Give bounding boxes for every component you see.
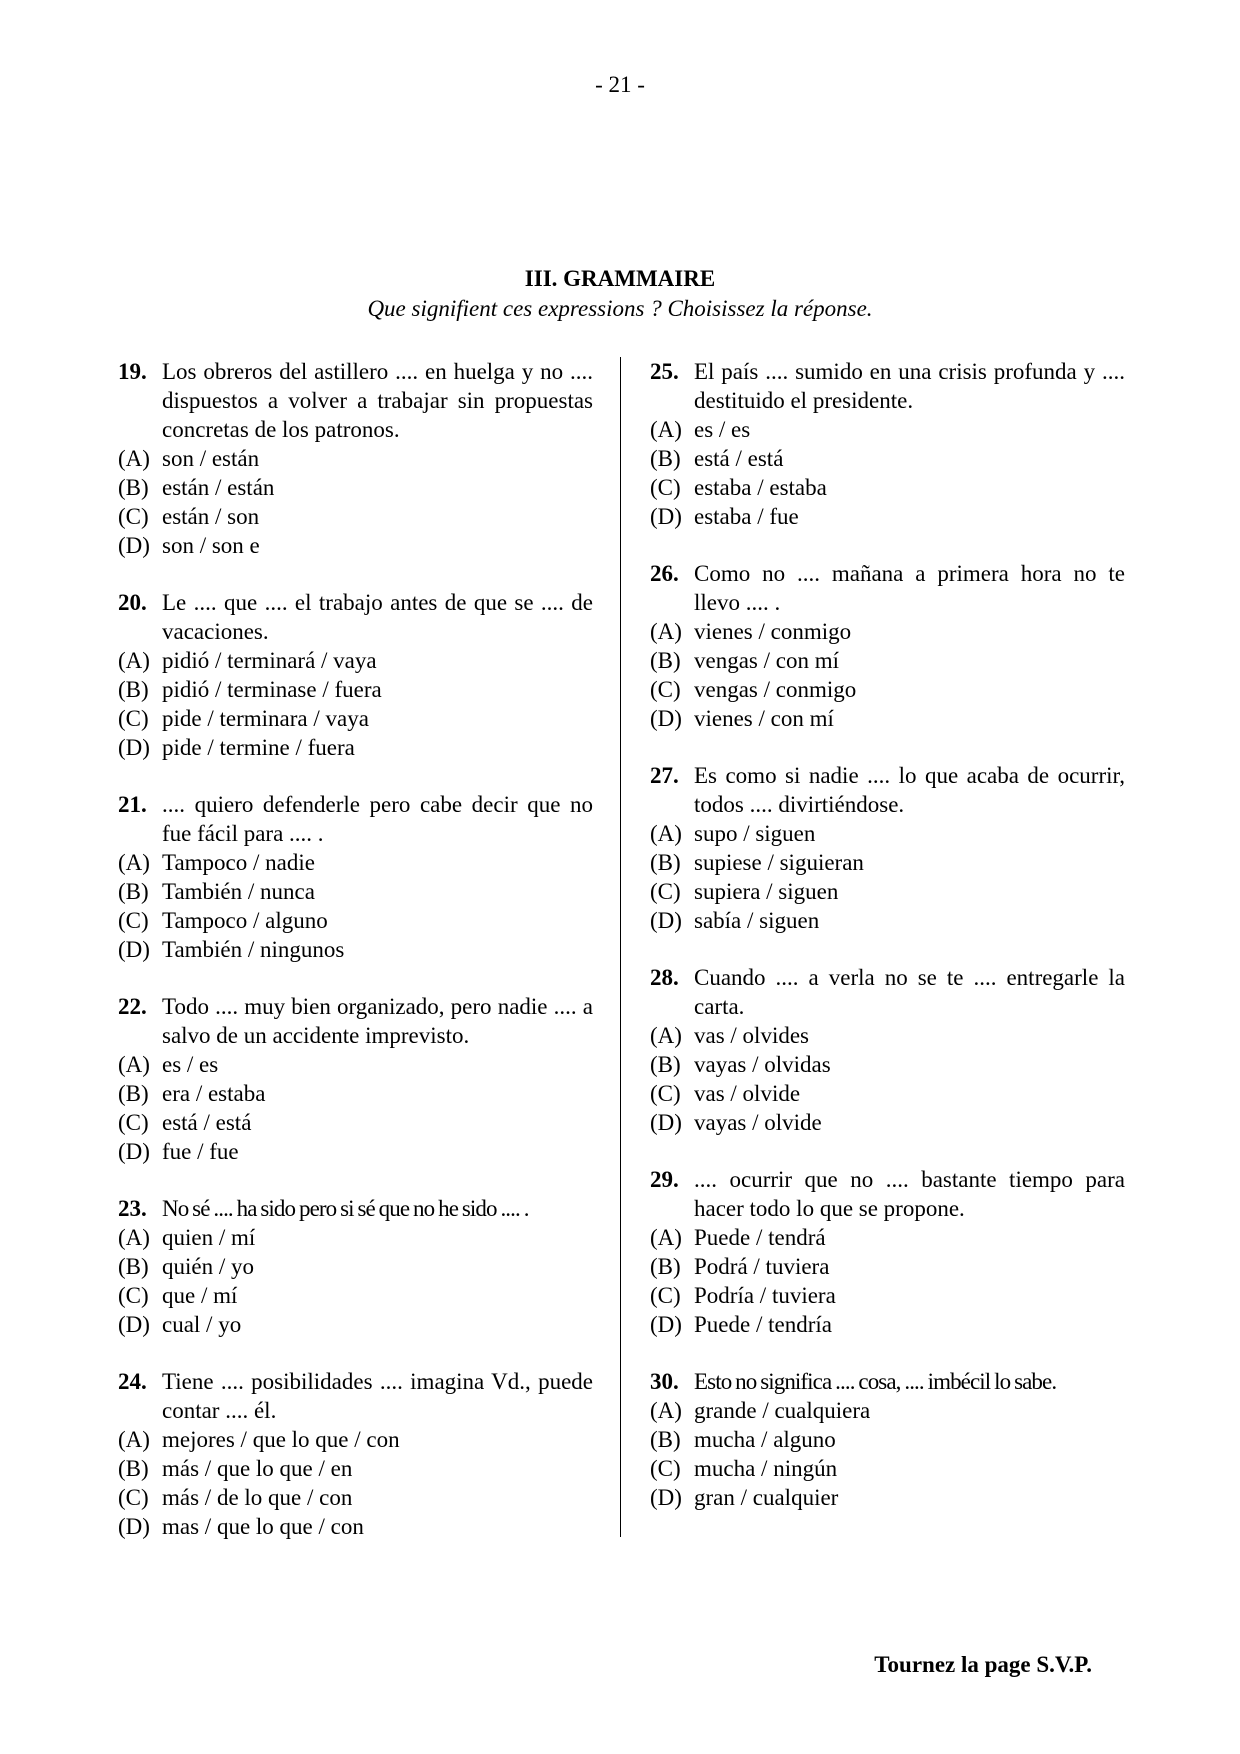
answer-option: [118, 646, 593, 675]
answer-option: [650, 1108, 1125, 1137]
question-stem: [118, 1194, 593, 1223]
option-text: mejores / que lo que / con: [162, 1427, 400, 1452]
answer-option: [650, 617, 1125, 646]
answer-option: [118, 906, 593, 935]
option-text: estaba / estaba: [694, 475, 827, 500]
question-25: [650, 357, 1125, 531]
answer-option: [650, 848, 1125, 877]
option-letter: (A): [650, 1225, 682, 1250]
question-number: 20.: [118, 590, 147, 615]
answer-option: [650, 704, 1125, 733]
option-letter: (B): [650, 1254, 681, 1279]
answer-option: [118, 848, 593, 877]
option-letter: (D): [650, 1312, 682, 1337]
option-letter: (A): [118, 648, 150, 673]
question-number: 26.: [650, 561, 679, 586]
option-text: quien / mí: [162, 1225, 256, 1250]
option-letter: (D): [118, 735, 150, 760]
answer-option: [118, 1454, 593, 1483]
question-stem: [118, 588, 593, 646]
section-title: III. GRAMMAIRE: [524, 266, 716, 291]
option-text: También / nunca: [162, 879, 315, 904]
option-text: vienes / con mí: [694, 706, 834, 731]
answer-option: [118, 935, 593, 964]
question-text: Los obreros del astillero .... en huelga y no .... dispuestos a volver a trabajar sin propuestas concretas de los patronos.: [162, 359, 593, 442]
answer-option: [650, 1396, 1125, 1425]
answer-option: [650, 1223, 1125, 1252]
option-letter: (C): [118, 1485, 149, 1510]
question-stem: [118, 1367, 593, 1425]
option-letter: (C): [650, 1081, 681, 1106]
answer-option: [650, 906, 1125, 935]
option-text: más / que lo que / en: [162, 1456, 353, 1481]
answer-option: [118, 1425, 593, 1454]
answer-option: [650, 502, 1125, 531]
question-text: .... ocurrir que no .... bastante tiempo para hacer todo lo que se propone.: [694, 1167, 1125, 1221]
option-letter: (B): [118, 475, 149, 500]
option-letter: (D): [118, 533, 150, 558]
column-divider: [620, 357, 621, 1537]
question-text: Le .... que .... el trabajo antes de que se .... de vacaciones.: [162, 590, 593, 644]
question-stem: [650, 1367, 1125, 1396]
question-text: Todo .... muy bien organizado, pero nadie .... a salvo de un accidente imprevisto.: [162, 994, 593, 1048]
option-letter: (C): [650, 677, 681, 702]
answer-option: [650, 1050, 1125, 1079]
option-letter: (A): [650, 619, 682, 644]
option-letter: (A): [118, 446, 150, 471]
option-text: que / mí: [162, 1283, 238, 1308]
question-text: El país .... sumido en una crisis profunda y .... destituido el presidente.: [694, 359, 1125, 413]
option-letter: (D): [118, 1514, 150, 1539]
right-column: [650, 357, 1125, 1540]
question-stem: [118, 790, 593, 848]
option-text: Podría / tuviera: [694, 1283, 836, 1308]
question-23: [118, 1194, 593, 1339]
question-29: [650, 1165, 1125, 1339]
option-letter: (D): [118, 1312, 150, 1337]
question-28: [650, 963, 1125, 1137]
answer-option: [118, 1050, 593, 1079]
option-text: vengas / con mí: [694, 648, 839, 673]
answer-option: [118, 531, 593, 560]
question-number: 23.: [118, 1196, 147, 1221]
question-number: 30.: [650, 1369, 679, 1394]
option-text: pidió / terminase / fuera: [162, 677, 382, 702]
question-22: [118, 992, 593, 1166]
option-letter: (A): [650, 821, 682, 846]
question-stem: [650, 1165, 1125, 1223]
option-text: pide / termine / fuera: [162, 735, 355, 760]
option-text: vayas / olvide: [694, 1110, 822, 1135]
question-stem: [650, 761, 1125, 819]
option-letter: (A): [650, 417, 682, 442]
option-text: son / están: [162, 446, 260, 471]
option-text: gran / cualquier: [694, 1485, 839, 1510]
option-letter: (B): [118, 1081, 149, 1106]
left-column: [118, 357, 593, 1569]
answer-option: [650, 819, 1125, 848]
option-letter: (D): [118, 937, 150, 962]
answer-option: [118, 1281, 593, 1310]
option-text: Tampoco / alguno: [162, 908, 328, 933]
answer-option: [118, 1223, 593, 1252]
section-instruction: Que signifient ces expressions ? Choisissez la réponse.: [367, 296, 873, 321]
question-text: Cuando .... a verla no se te .... entregarle la carta.: [694, 965, 1125, 1019]
option-letter: (B): [118, 677, 149, 702]
answer-option: [650, 1079, 1125, 1108]
answer-option: [118, 1137, 593, 1166]
question-text: .... quiero defenderle pero cabe decir que no fue fácil para .... .: [162, 792, 593, 846]
answer-option: [650, 1021, 1125, 1050]
option-text: Tampoco / nadie: [162, 850, 315, 875]
option-letter: (B): [118, 1456, 149, 1481]
option-text: vas / olvide: [694, 1081, 801, 1106]
question-number: 25.: [650, 359, 679, 384]
answer-option: [650, 415, 1125, 444]
option-text: vienes / conmigo: [694, 619, 852, 644]
answer-option: [650, 1281, 1125, 1310]
option-text: pide / terminara / vaya: [162, 706, 369, 731]
option-letter: (D): [650, 1110, 682, 1135]
answer-option: [118, 675, 593, 704]
answer-option: [118, 733, 593, 762]
question-number: 29.: [650, 1167, 679, 1192]
page-number: - 21 -: [595, 72, 645, 97]
option-letter: (A): [650, 1398, 682, 1423]
question-text: Como no .... mañana a primera hora no te llevo .... .: [694, 561, 1125, 615]
option-text: sabía / siguen: [694, 908, 820, 933]
question-stem: [118, 992, 593, 1050]
question-21: [118, 790, 593, 964]
answer-option: [650, 1483, 1125, 1512]
option-text: están / están: [162, 475, 275, 500]
option-letter: (D): [118, 1139, 150, 1164]
option-letter: (D): [650, 504, 682, 529]
question-stem: [650, 357, 1125, 415]
option-text: son / son e: [162, 533, 260, 558]
option-letter: (B): [118, 879, 149, 904]
option-text: grande / cualquiera: [694, 1398, 871, 1423]
option-letter: (A): [118, 1052, 150, 1077]
answer-option: [118, 473, 593, 502]
answer-option: [650, 1252, 1125, 1281]
option-text: También / ningunos: [162, 937, 345, 962]
answer-option: [118, 1483, 593, 1512]
option-letter: (A): [118, 1427, 150, 1452]
option-letter: (B): [118, 1254, 149, 1279]
question-number: 19.: [118, 359, 147, 384]
answer-option: [118, 1310, 593, 1339]
option-text: vayas / olvidas: [694, 1052, 831, 1077]
option-text: están / son: [162, 504, 260, 529]
answer-option: [650, 473, 1125, 502]
option-letter: (B): [650, 648, 681, 673]
option-letter: (D): [650, 1485, 682, 1510]
answer-option: [118, 1512, 593, 1541]
option-text: más / de lo que / con: [162, 1485, 353, 1510]
question-stem: [650, 559, 1125, 617]
option-text: era / estaba: [162, 1081, 266, 1106]
answer-option: [650, 1454, 1125, 1483]
answer-option: [118, 444, 593, 473]
option-text: está / está: [162, 1110, 252, 1135]
question-text: Es como si nadie .... lo que acaba de ocurrir, todos .... divirtiéndose.: [694, 763, 1125, 817]
question-stem: [650, 963, 1125, 1021]
question-26: [650, 559, 1125, 733]
option-text: mas / que lo que / con: [162, 1514, 364, 1539]
answer-option: [650, 444, 1125, 473]
question-number: 28.: [650, 965, 679, 990]
option-letter: (C): [118, 1110, 149, 1135]
option-text: es / es: [162, 1052, 219, 1077]
question-19: [118, 357, 593, 560]
option-letter: (C): [118, 1283, 149, 1308]
option-text: fue / fue: [162, 1139, 239, 1164]
footer-turn-page: Tournez la page S.V.P.: [874, 1652, 1092, 1677]
option-text: mucha / ningún: [694, 1456, 838, 1481]
answer-option: [650, 646, 1125, 675]
option-text: estaba / fue: [694, 504, 799, 529]
option-letter: (A): [118, 1225, 150, 1250]
option-text: supo / siguen: [694, 821, 816, 846]
option-letter: (C): [650, 879, 681, 904]
option-letter: (A): [650, 1023, 682, 1048]
question-number: 21.: [118, 792, 147, 817]
answer-option: [118, 877, 593, 906]
answer-option: [118, 1252, 593, 1281]
option-letter: (B): [650, 446, 681, 471]
option-letter: (D): [650, 706, 682, 731]
option-text: supiera / siguen: [694, 879, 839, 904]
option-text: vengas / conmigo: [694, 677, 857, 702]
question-27: [650, 761, 1125, 935]
option-letter: (C): [118, 908, 149, 933]
option-letter: (B): [650, 1052, 681, 1077]
option-letter: (C): [650, 1283, 681, 1308]
option-text: está / está: [694, 446, 784, 471]
question-number: 24.: [118, 1369, 147, 1394]
question-20: [118, 588, 593, 762]
option-letter: (D): [650, 908, 682, 933]
option-text: Puede / tendrá: [694, 1225, 826, 1250]
option-text: cual / yo: [162, 1312, 242, 1337]
question-number: 27.: [650, 763, 679, 788]
option-text: Puede / tendría: [694, 1312, 832, 1337]
question-number: 22.: [118, 994, 147, 1019]
option-letter: (C): [118, 504, 149, 529]
question-text: Esto no significa .... cosa, .... imbécil lo sabe.: [694, 1369, 1057, 1394]
answer-option: [650, 1425, 1125, 1454]
option-text: es / es: [694, 417, 751, 442]
option-letter: (C): [118, 706, 149, 731]
option-text: vas / olvides: [694, 1023, 809, 1048]
option-text: supiese / siguieran: [694, 850, 864, 875]
answer-option: [650, 877, 1125, 906]
option-letter: (C): [650, 1456, 681, 1481]
option-text: pidió / terminará / vaya: [162, 648, 377, 673]
question-24: [118, 1367, 593, 1541]
answer-option: [650, 675, 1125, 704]
option-text: Podrá / tuviera: [694, 1254, 830, 1279]
option-letter: (B): [650, 850, 681, 875]
question-30: [650, 1367, 1125, 1512]
option-text: quién / yo: [162, 1254, 254, 1279]
option-letter: (B): [650, 1427, 681, 1452]
question-stem: [118, 357, 593, 444]
option-letter: (C): [650, 475, 681, 500]
question-text: No sé .... ha sido pero si sé que no he sido .... .: [162, 1196, 529, 1221]
answer-option: [118, 1108, 593, 1137]
answer-option: [118, 704, 593, 733]
answer-option: [118, 1079, 593, 1108]
answer-option: [118, 502, 593, 531]
question-text: Tiene .... posibilidades .... imagina Vd., puede contar .... él.: [162, 1369, 593, 1423]
option-text: mucha / alguno: [694, 1427, 836, 1452]
option-letter: (A): [118, 850, 150, 875]
answer-option: [650, 1310, 1125, 1339]
